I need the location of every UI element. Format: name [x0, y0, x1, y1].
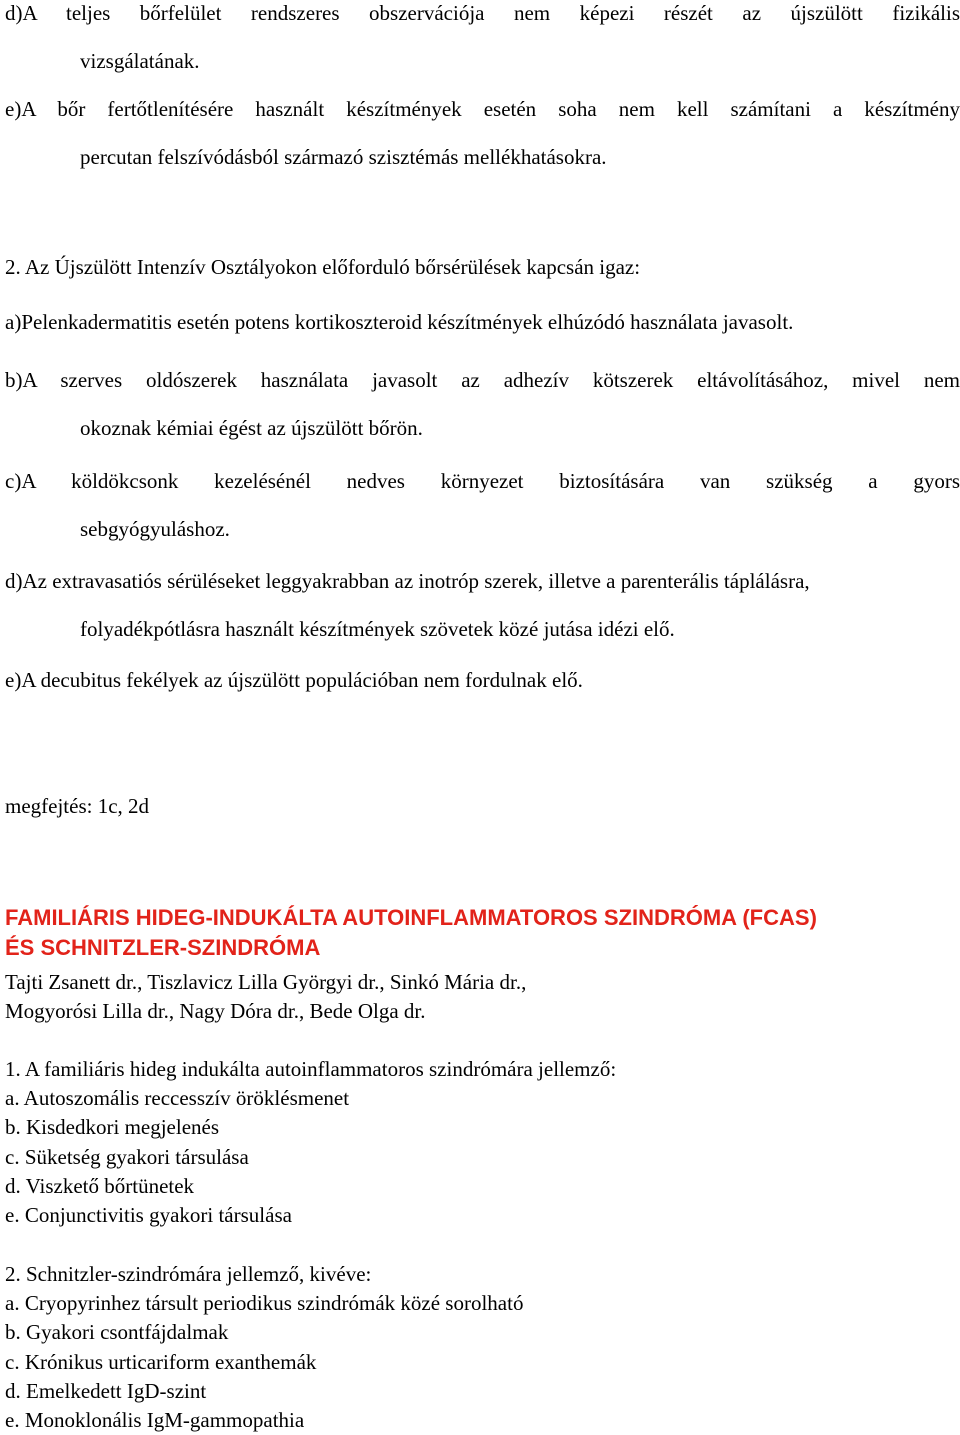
fcas-question-2-option: e. Monoklonális IgM-gammopathia	[5, 1408, 305, 1433]
question-2-option-a	[5, 298, 960, 346]
question-2-title	[5, 243, 960, 291]
question-2-option-a-text: a)Pelenkadermatitis esetén potens kortikoszteroid készítmények elhúzódó használata javasolt.	[5, 310, 794, 334]
chapter-authors	[5, 968, 526, 1026]
answer-key: megfejtés: 1c, 2d	[5, 794, 150, 818]
fcas-question-1-option: c. Süketség gyakori társulása	[5, 1144, 249, 1169]
option-d-prev	[5, 0, 960, 85]
question-2-option-d-line2: folyadékpótlásra használt készítmények szövetek közé jutása idézi elő.	[80, 617, 675, 641]
question-2-option-b	[5, 356, 960, 452]
question-2-option-c-line1: c)A köldökcsonk kezelésénél nedves környezet biztosítására van szükség a gyors	[5, 469, 960, 493]
question-2-option-e-text: e)A decubitus fekélyek az újszülött populációban nem fordulnak elő.	[5, 668, 583, 692]
question-2-option-b-line2: okoznak kémiai égést az újszülött bőrön.	[80, 416, 423, 440]
fcas-question-1-option: a. Autoszomális reccesszív öröklésmenet	[5, 1086, 350, 1111]
chapter-heading-line2: ÉS SCHNITZLER-SZINDRÓMA	[5, 935, 321, 960]
question-2-option-c	[5, 457, 960, 553]
question-2-option-d-line1: d)Az extravasatiós sérüléseket leggyakrabban az inotróp szerek, illetve a parenterális táplálásra,	[5, 569, 810, 593]
option-e-prev	[5, 85, 960, 181]
option-d-prev-line2: vizsgálatának.	[80, 49, 200, 73]
authors-line2: Mogyorósi Lilla dr., Nagy Dóra dr., Bede Olga dr.	[5, 999, 426, 1023]
authors-line1: Tajti Zsanett dr., Tiszlavicz Lilla Györgyi dr., Sinkó Mária dr.,	[5, 970, 527, 994]
fcas-question-2	[5, 1260, 523, 1435]
fcas-question-1-title: 1. A familiáris hideg indukálta autoinflammatoros szindrómára jellemző:	[5, 1057, 617, 1081]
fcas-question-1	[5, 1055, 616, 1230]
question-2-option-e	[5, 656, 960, 704]
question-2-option-b-line1: b)A szerves oldószerek használata javasolt az adhezív kötszerek eltávolításához, mivel nem	[5, 368, 960, 392]
document-page	[5, 0, 960, 1433]
fcas-question-2-option: d. Emelkedett IgD-szint	[5, 1378, 207, 1403]
chapter-heading	[5, 903, 960, 963]
fcas-question-2-option: c. Krónikus urticariform exanthemák	[5, 1349, 317, 1374]
chapter-heading-line1: FAMILIÁRIS HIDEG-INDUKÁLTA AUTOINFLAMMATOROS SZINDRÓMA (FCAS)	[5, 905, 817, 930]
option-e-prev-line2: percutan felszívódásból származó szisztémás mellékhatásokra.	[80, 145, 607, 169]
fcas-question-1-option: e. Conjunctivitis gyakori társulása	[5, 1203, 292, 1228]
fcas-question-1-option: d. Viszkető bőrtünetek	[5, 1173, 195, 1198]
fcas-question-2-title: 2. Schnitzler-szindrómára jellemző, kivéve:	[5, 1262, 372, 1286]
fcas-question-2-option: b. Gyakori csontfájdalmak	[5, 1320, 229, 1345]
fcas-question-1-option: b. Kisdedkori megjelenés	[5, 1115, 220, 1140]
question-2-option-c-line2: sebgyógyuláshoz.	[80, 517, 230, 541]
question-2-option-d	[5, 557, 960, 653]
option-d-prev-line1: d)A teljes bőrfelület rendszeres obszervációja nem képezi részét az újszülött fizikális	[5, 1, 960, 25]
option-e-prev-line1: e)A bőr fertőtlenítésére használt készítmények esetén soha nem kell számítani a készítmény	[5, 97, 960, 121]
question-2-title-text: 2. Az Újszülött Intenzív Osztályokon előforduló bőrsérülések kapcsán igaz:	[5, 255, 641, 279]
fcas-question-2-option: a. Cryopyrinhez társult periodikus szindrómák közé sorolható	[5, 1291, 524, 1316]
